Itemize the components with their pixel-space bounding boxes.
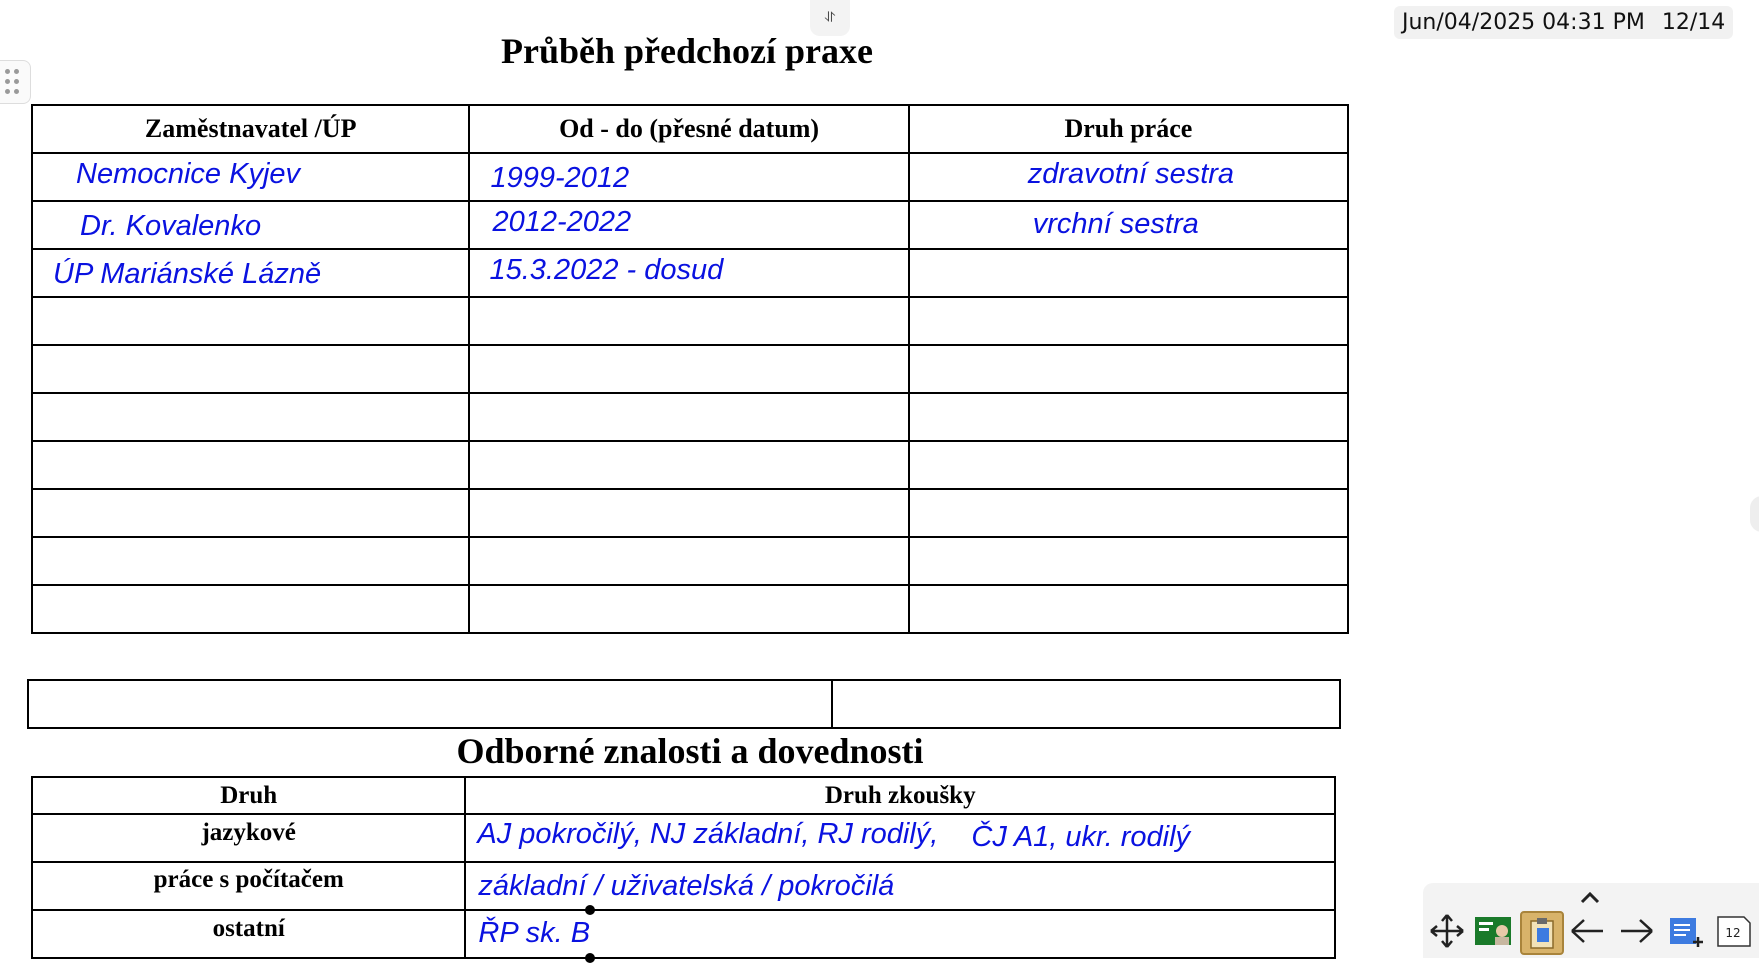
skill-value-other[interactable] xyxy=(465,910,1335,958)
cell-date-range[interactable] xyxy=(469,201,908,249)
top-collapse-handle[interactable]: ⥯ xyxy=(810,0,850,36)
datetime-display xyxy=(1394,6,1733,39)
table-row xyxy=(32,585,1348,633)
empty-cell[interactable] xyxy=(32,537,469,585)
header-job-type: Druh práce xyxy=(909,105,1348,153)
cell-job-type[interactable] xyxy=(909,153,1348,201)
page-title: Průběh předchozí praxe xyxy=(501,31,873,71)
empty-cell[interactable] xyxy=(32,585,469,633)
empty-cell[interactable] xyxy=(469,585,908,633)
left-drag-handle[interactable] xyxy=(0,60,31,104)
cell-employer[interactable] xyxy=(32,153,469,201)
handwritten-text: AJ pokročilý, NJ základní, RJ rodilý, xyxy=(477,818,939,850)
skill-value-languages[interactable] xyxy=(465,814,1335,862)
table-row xyxy=(32,489,1348,537)
right-panel-handle[interactable] xyxy=(1750,496,1759,532)
handwritten-text: 1999-2012 xyxy=(490,162,630,194)
header-date-range: Od - do (přesné datum) xyxy=(469,105,908,153)
handwritten-text: ŘP sk. B xyxy=(478,917,591,949)
handwritten-text: zdravotní sestra xyxy=(1027,158,1235,190)
empty-cell[interactable] xyxy=(909,585,1348,633)
handwritten-text: 15.3.2022 - dosud xyxy=(489,254,724,286)
page-counter: 12/14 xyxy=(1661,10,1726,35)
empty-cell[interactable] xyxy=(32,297,469,345)
clipboard-icon[interactable] xyxy=(1520,911,1564,955)
presentation-icon[interactable] xyxy=(1473,911,1513,951)
empty-cell[interactable] xyxy=(469,489,908,537)
empty-cell[interactable] xyxy=(469,537,908,585)
empty-cell[interactable] xyxy=(909,489,1348,537)
empty-cell[interactable] xyxy=(32,345,469,393)
skill-label-other: ostatní xyxy=(32,910,465,958)
move-icon[interactable] xyxy=(1427,911,1467,951)
empty-cell[interactable] xyxy=(832,680,1340,728)
empty-cell[interactable] xyxy=(469,345,908,393)
arrow-left-icon[interactable] xyxy=(1567,911,1607,951)
table-row xyxy=(32,393,1348,441)
skill-label-computer: práce s počítačem xyxy=(32,862,465,910)
handwritten-text: základní / uživatelská / pokročilá xyxy=(478,870,895,902)
empty-cell[interactable] xyxy=(909,297,1348,345)
text-cursor-handle[interactable] xyxy=(585,953,595,963)
skill-label-languages: jazykové xyxy=(32,814,465,862)
table-row xyxy=(32,345,1348,393)
text-cursor-handle[interactable] xyxy=(585,905,595,915)
handwritten-text: Dr. Kovalenko xyxy=(80,210,262,242)
empty-cell[interactable] xyxy=(909,345,1348,393)
page-badge-text: 12 xyxy=(1725,926,1741,940)
handwritten-text: Nemocnice Kyjev xyxy=(76,158,301,190)
table-row xyxy=(32,441,1348,489)
practice-table xyxy=(31,104,1349,634)
header-employer: Zaměstnavatel /ÚP xyxy=(32,105,469,153)
empty-cell[interactable] xyxy=(469,393,908,441)
handwritten-text: 2012-2022 xyxy=(492,206,632,238)
add-page-icon[interactable] xyxy=(1666,911,1706,951)
empty-cell[interactable] xyxy=(469,297,908,345)
handwritten-text: ČJ A1, ukr. rodilý xyxy=(971,821,1191,853)
page-number-icon[interactable] xyxy=(1714,911,1754,951)
datetime: Jun/04/2025 04:31 PM xyxy=(1402,10,1645,35)
header-type: Druh xyxy=(32,777,465,814)
skill-value-computer[interactable] xyxy=(465,862,1335,910)
cell-employer[interactable] xyxy=(32,249,469,297)
empty-cell[interactable] xyxy=(32,489,469,537)
chevron-up-icon[interactable] xyxy=(1575,887,1605,907)
empty-cell[interactable] xyxy=(32,393,469,441)
skills-title: Odborné znalosti a dovednosti xyxy=(456,731,924,771)
cell-job-type[interactable] xyxy=(909,249,1348,297)
handwritten-text: vrchní sestra xyxy=(1032,208,1199,240)
cell-job-type[interactable] xyxy=(909,201,1348,249)
handwritten-text: ÚP Mariánské Lázně xyxy=(53,258,322,290)
cell-date-range[interactable] xyxy=(469,249,908,297)
skills-table xyxy=(31,776,1336,959)
bottom-toolbar xyxy=(1423,883,1759,958)
empty-cell[interactable] xyxy=(909,537,1348,585)
cell-date-range[interactable] xyxy=(469,153,908,201)
empty-cell[interactable] xyxy=(469,441,908,489)
table-row xyxy=(32,297,1348,345)
cell-employer[interactable] xyxy=(32,201,469,249)
empty-cell[interactable] xyxy=(28,680,832,728)
empty-cell[interactable] xyxy=(32,441,469,489)
empty-cell[interactable] xyxy=(909,441,1348,489)
arrow-right-icon[interactable] xyxy=(1617,911,1657,951)
header-exam-type: Druh zkoušky xyxy=(465,777,1335,814)
separator-box xyxy=(27,679,1341,729)
table-row xyxy=(32,537,1348,585)
empty-cell[interactable] xyxy=(909,393,1348,441)
